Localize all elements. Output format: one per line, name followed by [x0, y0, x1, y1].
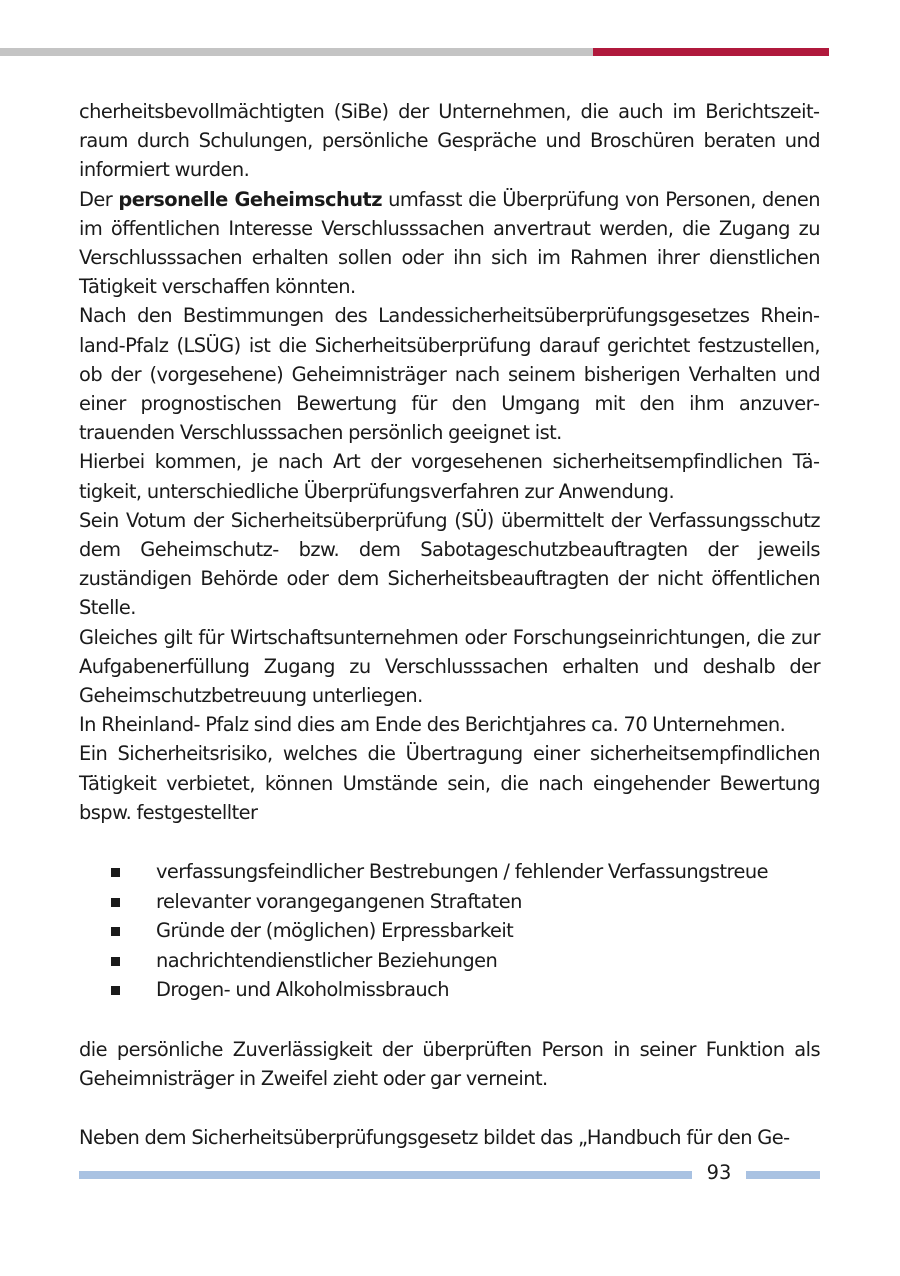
- list-item: [111, 857, 820, 887]
- paragraph-lsueg: Nach den Bestimmungen des Landessicherheitsüberprüfungsgesetzes Rheinland-Pfalz (LSÜG) ist die Sicherheitsüberprüfung darauf gerichtet festzustellen, ob der (vorgesehene) Geheimnisträger nach seinem bisherigen Verhalten und einer prognostischen Bewertung für den Umgang mit den ihm anzuvertrauenden Verschlusssachen persönlich geeignet ist.: [79, 304, 820, 445]
- list-item: [111, 916, 820, 946]
- square-bullet-icon: [111, 957, 120, 966]
- square-bullet-icon: [111, 898, 120, 907]
- paragraph-zuverlaessigkeit: die persönliche Zuverlässigkeit der überprüften Person in seiner Funktion als Geheimnisträger in Zweifel zieht oder gar verneint.: [79, 1038, 820, 1091]
- paragraph-sibe: cherheitsbevollmächtigten (SiBe) der Unternehmen, die auch im Berichtszeitraum durch Schulungen, persönliche Gespräche und Broschüren beraten und informiert wurden.: [79, 100, 820, 182]
- list-item: [111, 887, 820, 917]
- list-item-label: nachrichtendienstlicher Beziehungen: [156, 948, 498, 972]
- paragraph-rest: umfasst die Überprüfung von Personen, denen im öffentlichen Interesse Verschlusssachen anvertraut werden, die Zugang zu Verschlusssachen erhalten sollen oder ihn sich im Rahmen ihrer dienstlichen Tätigkeit verschaffen könnten.: [79, 187, 820, 299]
- list-item-label: relevanter vorangegangenen Straftaten: [156, 889, 522, 913]
- square-bullet-icon: [111, 868, 120, 877]
- page-number: 93: [706, 1161, 732, 1184]
- paragraph-verfahren: Hierbei kommen, je nach Art der vorgesehenen sicherheitsempfindlichen Tätigkeit, unterschiedliche Überprüfungsverfahren zur Anwendung.: [79, 450, 820, 503]
- body-text: [79, 97, 820, 1153]
- paragraph-gap: [79, 1093, 820, 1123]
- header-red-bar: [593, 48, 829, 56]
- list-item-label: verfassungsfeindlicher Bestrebungen / fehlender Verfassungstreue: [156, 860, 768, 884]
- paragraph-votum: Sein Votum der Sicherheitsüberprüfung (SÜ) übermittelt der Verfassungsschutz dem Geheimschutz- bzw. dem Sabotageschutzbeauftragten der jeweils zuständigen Behörde oder dem Sicherheitsbeauftragten der nicht öffentlichen Stelle.: [79, 508, 820, 620]
- list-item-label: Drogen- und Alkoholmissbrauch: [156, 978, 450, 1002]
- square-bullet-icon: [111, 927, 120, 936]
- list-item: [111, 946, 820, 976]
- paragraph-handbuch: Neben dem Sicherheitsüberprüfungsgesetz bildet das „Handbuch für den Ge-: [79, 1126, 790, 1150]
- header-gray-bar: [0, 48, 593, 56]
- square-bullet-icon: [111, 986, 120, 995]
- paragraph-sicherheitsrisiko: Ein Sicherheitsrisiko, welches die Übertragung einer sicherheitsempfindlichen Tätigkeit verbietet, können Umstände sein, die nach eingehender Bewertung bspw. festgestellter: [79, 742, 820, 824]
- footer-blue-bar-right: [746, 1171, 820, 1179]
- list-item: [111, 975, 820, 1005]
- list-item-label: Gründe der (möglichen) Erpressbarkeit: [156, 919, 514, 943]
- bold-term: personelle Geheimschutz: [118, 187, 382, 211]
- paragraph-wirtschaft: Gleiches gilt für Wirtschaftsunternehmen oder Forschungseinrichtungen, die zur Aufgabenerfüllung Zugang zu Verschlusssachen erhalten und deshalb der Geheimschutzbetreuung unterliegen.: [79, 625, 820, 708]
- paragraph-personeller-geheimschutz: [79, 185, 820, 302]
- paragraph-prefix: Der: [79, 187, 119, 211]
- paragraph-unternehmen-count: In Rheinland- Pfalz sind dies am Ende des Berichtjahres ca. 70 Unternehmen.: [79, 713, 786, 737]
- footer-blue-bar-left: [79, 1171, 692, 1179]
- risk-list: [79, 857, 820, 1005]
